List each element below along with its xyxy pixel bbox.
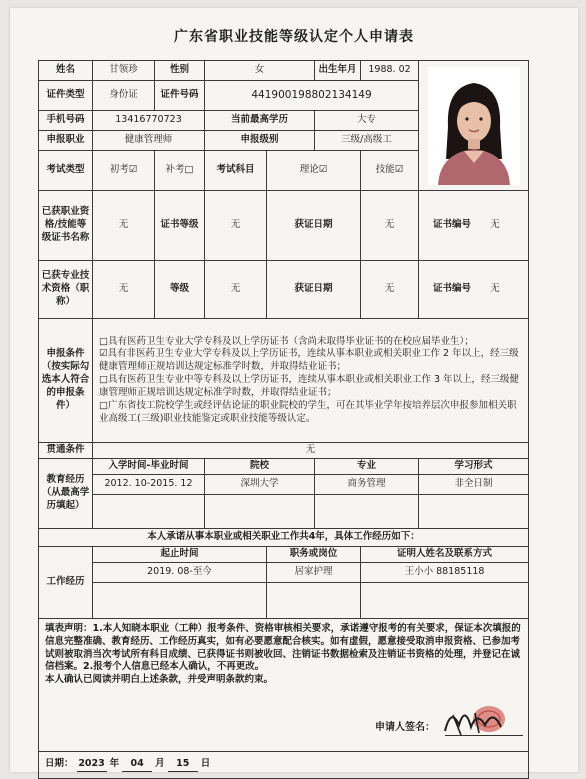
condition-item[interactable]: ☑具有非医药卫生专业大学专科及以上学历证书，连续从事本职业或相关职业工作 2 年以上，经三级健康管理师正规培训达规定标准学时数，并取得结业证书；: [99, 348, 519, 373]
work-period: 2019. 08-至今: [93, 563, 267, 583]
work-header-post: 职务或岗位: [267, 547, 361, 563]
date-row: [39, 752, 529, 779]
label-phone: 手机号码: [39, 111, 93, 131]
date-year-unit: 年: [109, 758, 120, 770]
form-title: 广东省职业技能等级认定个人申请表: [174, 29, 414, 45]
work-header-reference: 证明人姓名及联系方式: [361, 547, 529, 563]
label-issue-date: 获证日期: [267, 191, 361, 261]
value-cert-skill-no: 无: [490, 219, 500, 231]
value-cert-pro-name: 无: [93, 261, 155, 319]
value-id-no: 441900198802134149: [205, 81, 419, 111]
value-cert-skill-level: 无: [205, 191, 267, 261]
edu-header-school: 院校: [205, 459, 315, 475]
label-level: 申报级别: [205, 131, 315, 151]
label-exam-subject: 考试科目: [205, 151, 267, 191]
declaration-cell: [39, 619, 529, 752]
table-row: [39, 475, 529, 495]
date-year: 2023: [77, 758, 107, 772]
label-cert-no-2: 证书编号: [432, 283, 471, 295]
applicant-photo: [428, 67, 520, 185]
work-header-period: 起止时间: [93, 547, 267, 563]
edu-major: 商务管理: [315, 475, 419, 495]
edu-header-major: 专业: [315, 459, 419, 475]
date-month-unit: 月: [155, 758, 165, 770]
value-cert-skill-date: 无: [361, 191, 419, 261]
condition-item[interactable]: □具有医药卫生专业大学专科及以上学历证书（含尚未取得毕业证书的在校应届毕业生）；: [99, 335, 474, 347]
value-exam-theory: 理论☑: [267, 151, 361, 191]
label-grade: 等级: [155, 261, 205, 319]
date-month: 04: [122, 758, 152, 772]
value-gender: 女: [205, 61, 315, 81]
value-education: 大专: [315, 111, 419, 131]
signature-area: [45, 687, 522, 747]
application-form-sheet: [10, 8, 578, 772]
value-birth: 1988. 02: [361, 61, 419, 81]
value-cert-pro-level: 无: [205, 261, 267, 319]
table-row: [39, 563, 529, 583]
date-day: 15: [168, 758, 198, 772]
label-issue-date-2: 获证日期: [267, 261, 361, 319]
edu-header-form: 学习形式: [419, 459, 529, 475]
label-job: 申报职业: [39, 131, 93, 151]
label-gender: 性别: [155, 61, 205, 81]
value-exam-skill: 技能☑: [361, 151, 419, 191]
label-edu-history: 教育经历（从最高学历填起）: [39, 459, 93, 529]
edu-header-period: 入学时间-毕业时间: [93, 459, 205, 475]
cert-skill-no-cell: [419, 191, 529, 261]
value-name: 甘领珍: [93, 61, 155, 81]
signature-with-fingerprint: [439, 697, 513, 743]
value-consistent: 无: [93, 443, 529, 459]
condition-item[interactable]: □具有医药卫生专业中等专科及以上学历证书，连续从事本职业或相关职业工作 3 年以上，经三级健康管理师正规培训达规定标准学时数，并取得结业证书；: [99, 374, 520, 398]
date-day-unit: 日: [200, 758, 211, 770]
label-cert-level: 证书等级: [155, 191, 205, 261]
label-cert-skill: 已获职业资格/技能等级证书名称: [39, 191, 93, 261]
value-cert-skill-name: 无: [93, 191, 155, 261]
label-id-type: 证件类型: [39, 81, 93, 111]
date-label: 日期：: [45, 758, 74, 770]
conditions-cell: [93, 319, 529, 443]
value-job: 健康管理师: [93, 131, 205, 151]
photo-cell: [419, 61, 529, 191]
label-conditions: 申报条件（按实际勾选本人符合的申报条件）: [39, 319, 93, 443]
label-id-no: 证件号码: [155, 81, 205, 111]
signature-line: [445, 735, 523, 736]
table-row-empty: [39, 495, 529, 529]
label-consistent: 贯通条件: [39, 443, 93, 459]
table-row-empty: [39, 583, 529, 619]
value-exam-first: 初考☑: [93, 151, 155, 191]
label-exam-type: 考试类型: [39, 151, 93, 191]
application-table: [38, 60, 529, 779]
value-exam-retake: 补考□: [155, 151, 205, 191]
edu-period: 2012. 10-2015. 12: [93, 475, 205, 495]
value-id-type: 身份证: [93, 81, 155, 111]
value-cert-pro-no: 无: [490, 283, 500, 295]
condition-item[interactable]: □广东省技工院校学生或经评估论证的职业院校的学生，可在其毕业学年按培养层次申报参加相关职业高级工(三级)职业技能鉴定或职业技能等级认定。: [99, 399, 517, 424]
label-education: 当前最高学历: [205, 111, 315, 131]
cert-pro-no-cell: [419, 261, 529, 319]
work-reference: 王小小 88185118: [361, 563, 529, 583]
work-commitment: 本人承诺从事本职业或相关职业工作共4年，具体工作经历如下：: [39, 529, 529, 547]
label-cert-no: 证书编号: [432, 219, 471, 231]
value-cert-pro-date: 无: [361, 261, 419, 319]
value-level: 三级/高级工: [315, 131, 419, 151]
declaration-confirm: 本人确认已阅读并明白上述条款，并受声明条款约束。: [45, 674, 274, 686]
signature-label: 申请人签名：: [375, 722, 435, 734]
label-work-history: 工作经历: [39, 547, 93, 619]
label-name: 姓名: [39, 61, 93, 81]
work-post: 居家护理: [267, 563, 361, 583]
edu-form: 非全日制: [419, 475, 529, 495]
value-phone: 13416770723: [93, 111, 205, 131]
declaration-text: 填表声明：1.本人知晓本职业（工种）报考条件、资格审核相关要求，承诺遵守报考的有关要求，保证本次填报的信息完整准确、教育经历、工作经历真实，如有必要愿意配合核实。如有虚假，愿意接受取消申报资格、已参加考试则被取消当次考试所有科目成绩、已获得证书则被收回、注销证书数据检索及注销证书资格的处理，并登记在诚信档案。2.报考个人信息已经本人确认，不再更改。: [45, 623, 521, 673]
label-cert-pro: 已获专业技术资格（职称）: [39, 261, 93, 319]
label-birth: 出生年月: [315, 61, 361, 81]
edu-school: 深圳大学: [205, 475, 315, 495]
